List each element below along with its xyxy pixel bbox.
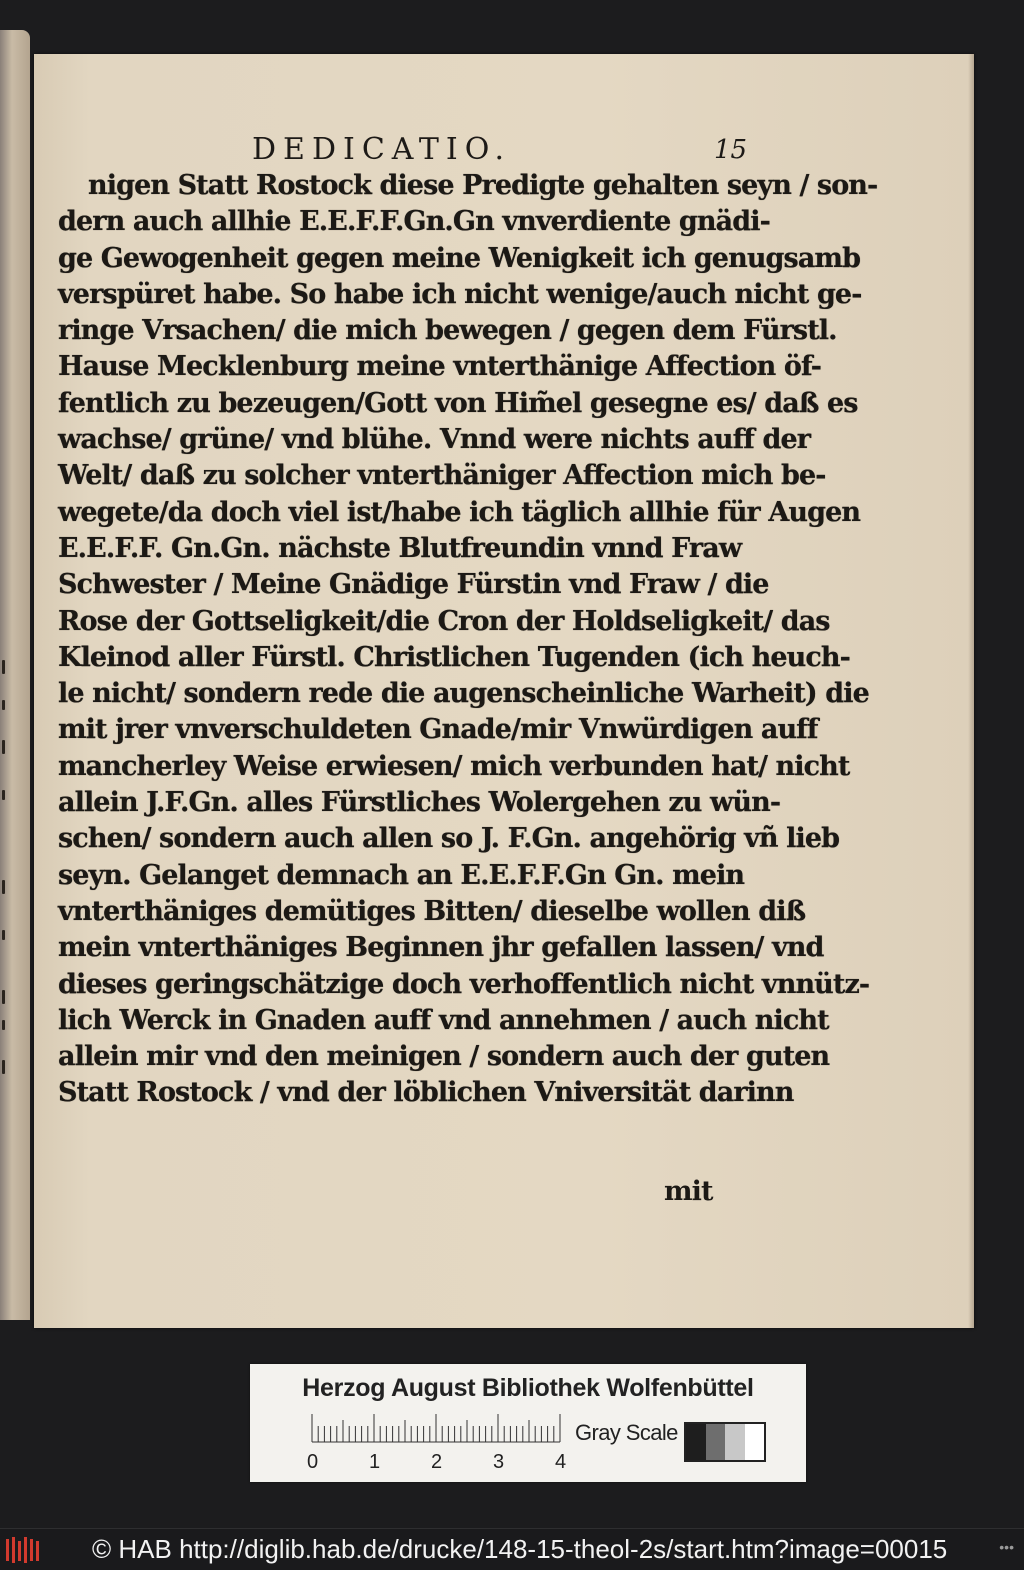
text-line: ringe Vrsachen/ die mich bewegen / gegen dem Fürstl.	[58, 315, 837, 347]
text-line: lich Werck in Gnaden auff vnd annehmen / auch nicht	[58, 1004, 829, 1036]
running-head-title: DEDICATIO.	[252, 132, 512, 167]
text-line: le nicht/ sondern rede die augenscheinliche Warheit) die	[58, 678, 869, 710]
text-line: fentlich zu bezeugen/Gott von Him̃el gesegne es/ daß es	[58, 387, 858, 419]
facing-page-edge	[0, 30, 30, 1320]
text-line: Welt/ daß zu solcher vnterthäniger Affection mich be-	[58, 460, 826, 492]
footer-bar	[0, 1528, 1024, 1570]
text-line: Rose der Gottseligkeit/die Cron der Holdseligkeit/ das	[58, 605, 830, 637]
catchword: mit	[664, 1176, 713, 1207]
ruler-number: 4	[555, 1451, 567, 1473]
text-line: mein vnterthäniges Beginnen jhr gefallen lassen/ vnd	[58, 932, 824, 964]
text-line: wegete/da doch viel ist/habe ich täglich allhie für Augen	[58, 496, 861, 528]
edge-mark	[2, 700, 5, 710]
gray-swatch	[745, 1424, 765, 1460]
text-line: allein J.F.Gn. alles Fürstliches Wolergehen zu wün-	[58, 787, 781, 819]
gray-swatch	[725, 1424, 745, 1460]
edge-mark	[2, 790, 5, 800]
book-page	[34, 54, 974, 1328]
ruler-number: 0	[307, 1451, 319, 1473]
gray-swatch	[686, 1424, 706, 1460]
running-head	[34, 132, 974, 168]
ruler-number: 3	[493, 1451, 505, 1473]
text-line: mancherley Weise erwiesen/ mich verbunden hat/ nicht	[58, 750, 850, 782]
text-line: ge Gewogenheit gegen meine Wenigkeit ich genugsamb	[58, 242, 861, 274]
edge-mark	[2, 1020, 5, 1030]
gray-scale-label: Gray Scale	[575, 1420, 678, 1445]
hab-logo-icon	[4, 1535, 46, 1565]
folio-number: 15	[714, 135, 748, 165]
text-line: schen/ sondern auch allen so J. F.Gn. angehörig vñ lieb	[58, 823, 840, 855]
page-edge-shadow	[968, 54, 974, 1328]
text-line: dern auch allhie E.E.F.F.Gn.Gn vnverdiente gnädi-	[58, 206, 770, 238]
text-block	[58, 168, 878, 1112]
text-line: mit jrer vnverschuldeten Gnade/mir Vnwürdigen auff	[58, 714, 818, 746]
text-line: Kleinod aller Fürstl. Christlichen Tugenden (ich heuch-	[58, 641, 850, 673]
text-line: verspüret habe. So habe ich nicht wenige/auch nicht ge-	[58, 278, 862, 310]
text-line: allein mir vnd den meinigen / sondern auch der guten	[58, 1041, 830, 1073]
ruler-scale	[307, 1414, 580, 1473]
library-scale-card	[250, 1364, 806, 1482]
text-line: vnterthäniges demütiges Bitten/ dieselbe wollen diß	[58, 895, 806, 927]
edge-mark	[2, 990, 5, 1004]
text-line: wachse/ grüne/ vnd blühe. Vnnd were nichts auff der	[58, 424, 811, 456]
edge-mark	[2, 1060, 5, 1074]
footer-copyright-url[interactable]: © HAB http://diglib.hab.de/drucke/148-15-theol-2s/start.htm?image=00015	[92, 1534, 948, 1564]
edge-mark	[2, 740, 5, 754]
library-name: Herzog August Bibliothek Wolfenbüttel	[302, 1374, 754, 1402]
text-line: Statt Rostock / vnd der löblichen Vniversität darinn	[58, 1077, 794, 1109]
text-line: seyn. Gelanget demnach an E.E.F.F.Gn Gn. mein	[58, 859, 745, 891]
text-line: Schwester / Meine Gnädige Fürstin vnd Fraw / die	[58, 569, 769, 601]
text-line: nigen Statt Rostock diese Predigte gehalten seyn / son-	[88, 170, 878, 201]
edge-mark	[2, 660, 5, 674]
text-line: dieses geringschätzige doch verhoffentlich nicht vnnütz-	[58, 968, 870, 1000]
text-line: Hause Mecklenburg meine vnterthänige Affection öf-	[58, 351, 822, 383]
ruler-number: 1	[369, 1451, 381, 1473]
text-line: E.E.F.F. Gn.Gn. nächste Blutfreundin vnnd Fraw	[58, 532, 742, 564]
gray-swatch	[706, 1424, 726, 1460]
more-dots-icon[interactable]: •••	[999, 1539, 1014, 1555]
edge-mark	[2, 880, 5, 894]
gray-scale-swatches	[684, 1422, 766, 1462]
edge-mark	[2, 930, 5, 940]
ruler-number: 2	[431, 1451, 443, 1473]
